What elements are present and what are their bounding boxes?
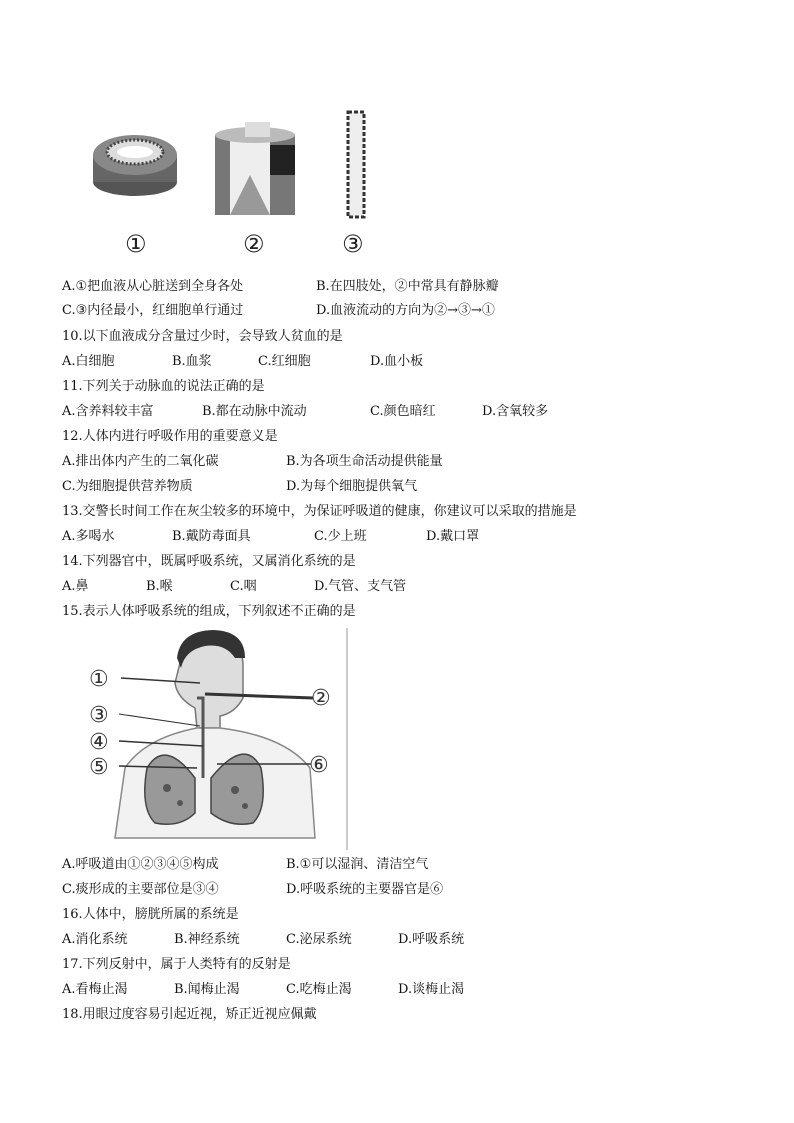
q17-option-a[interactable]: A.看梅止渴 — [62, 982, 128, 997]
q17-option-c[interactable]: C.吃梅止渴 — [286, 982, 352, 997]
q11-option-c[interactable]: C.颜色暗红 — [370, 404, 436, 419]
question-11: 11.下列关于动脉血的说法正确的是 — [62, 379, 265, 394]
q13-option-d[interactable]: D.戴口罩 — [426, 529, 480, 544]
q13-option-a[interactable]: A.多喝水 — [62, 529, 115, 544]
question-15: 15.表示人体呼吸系统的组成，下列叙述不正确的是 — [62, 604, 356, 619]
question-17: 17.下列反射中，属于人类特有的反射是 — [62, 957, 291, 972]
q14-option-c[interactable]: C.咽 — [230, 579, 257, 594]
q11-option-b[interactable]: B.都在动脉中流动 — [202, 404, 307, 419]
vessel-1-illustration — [93, 135, 177, 196]
vessel-2-label: ② — [243, 230, 265, 258]
q14-option-d[interactable]: D.气管、支气管 — [314, 579, 407, 594]
vessel-3-illustration — [348, 112, 364, 217]
q16-option-d[interactable]: D.呼吸系统 — [398, 932, 465, 947]
vessel-1-label: ① — [125, 230, 147, 258]
q17-option-b[interactable]: B.闻梅止渴 — [174, 982, 240, 997]
q13-option-b[interactable]: B.戴防毒面具 — [172, 529, 251, 544]
q17-option-d[interactable]: D.谈梅止渴 — [398, 982, 465, 997]
q9-option-d[interactable]: D.血液流动的方向为②→③→① — [316, 303, 495, 318]
part-6-label: ⑥ — [309, 753, 329, 778]
q16-option-b[interactable]: B.神经系统 — [174, 932, 240, 947]
q15-option-d[interactable]: D.呼吸系统的主要器官是⑥ — [286, 882, 444, 897]
q12-option-a[interactable]: A.排出体内产生的二氧化碳 — [62, 454, 219, 469]
part-1-label: ① — [89, 667, 109, 692]
q15-option-c[interactable]: C.痰形成的主要部位是③④ — [62, 882, 219, 897]
question-12: 12.人体内进行呼吸作用的重要意义是 — [62, 429, 278, 444]
q13-option-c[interactable]: C.少上班 — [314, 529, 367, 544]
question-18: 18.用眼过度容易引起近视，矫正近视应佩戴 — [62, 1007, 317, 1022]
q9-option-a[interactable]: A.①把血液从心脏送到全身各处 — [62, 279, 244, 294]
q16-option-c[interactable]: C.泌尿系统 — [286, 932, 352, 947]
blood-vessels-figure — [80, 100, 400, 265]
question-16: 16.人体中，膀胱所属的系统是 — [62, 907, 239, 922]
part-2-label: ② — [311, 686, 331, 711]
question-10: 10.以下血液成分含量过少时，会导致人贫血的是 — [62, 329, 343, 344]
q10-option-b[interactable]: B.血浆 — [172, 354, 212, 369]
q12-option-b[interactable]: B.为各项生命活动提供能量 — [286, 454, 443, 469]
respiratory-system-figure — [85, 628, 355, 850]
part-4-label: ④ — [89, 730, 109, 755]
q10-option-a[interactable]: A.白细胞 — [62, 354, 115, 369]
q11-option-a[interactable]: A.含养料较丰富 — [62, 404, 154, 419]
q15-option-b[interactable]: B.①可以湿润、清洁空气 — [286, 857, 429, 872]
q10-option-d[interactable]: D.血小板 — [370, 354, 424, 369]
q9-option-b[interactable]: B.在四肢处，②中常具有静脉瓣 — [316, 279, 499, 294]
q12-option-c[interactable]: C.为细胞提供营养物质 — [62, 479, 193, 494]
question-14: 14.下列器官中，既属呼吸系统，又属消化系统的是 — [62, 554, 356, 569]
q9-option-c[interactable]: C.③内径最小，红细胞单行通过 — [62, 303, 244, 318]
q14-option-a[interactable]: A.鼻 — [62, 579, 89, 594]
part-3-label: ③ — [89, 703, 109, 728]
q15-option-a[interactable]: A.呼吸道由①②③④⑤构成 — [62, 857, 219, 872]
q14-option-b[interactable]: B.喉 — [146, 579, 173, 594]
question-13: 13.交警长时间工作在灰尘较多的环境中，为保证呼吸道的健康，你建议可以采取的措施是 — [62, 504, 577, 519]
human-silhouette — [115, 630, 315, 838]
part-5-label: ⑤ — [89, 755, 109, 780]
q16-option-a[interactable]: A.消化系统 — [62, 932, 128, 947]
vessel-2-illustration — [215, 122, 295, 215]
vessel-3-label: ③ — [342, 230, 364, 258]
q12-option-d[interactable]: D.为每个细胞提供氧气 — [286, 479, 418, 494]
q11-option-d[interactable]: D.含氧较多 — [482, 404, 549, 419]
q10-option-c[interactable]: C.红细胞 — [258, 354, 311, 369]
